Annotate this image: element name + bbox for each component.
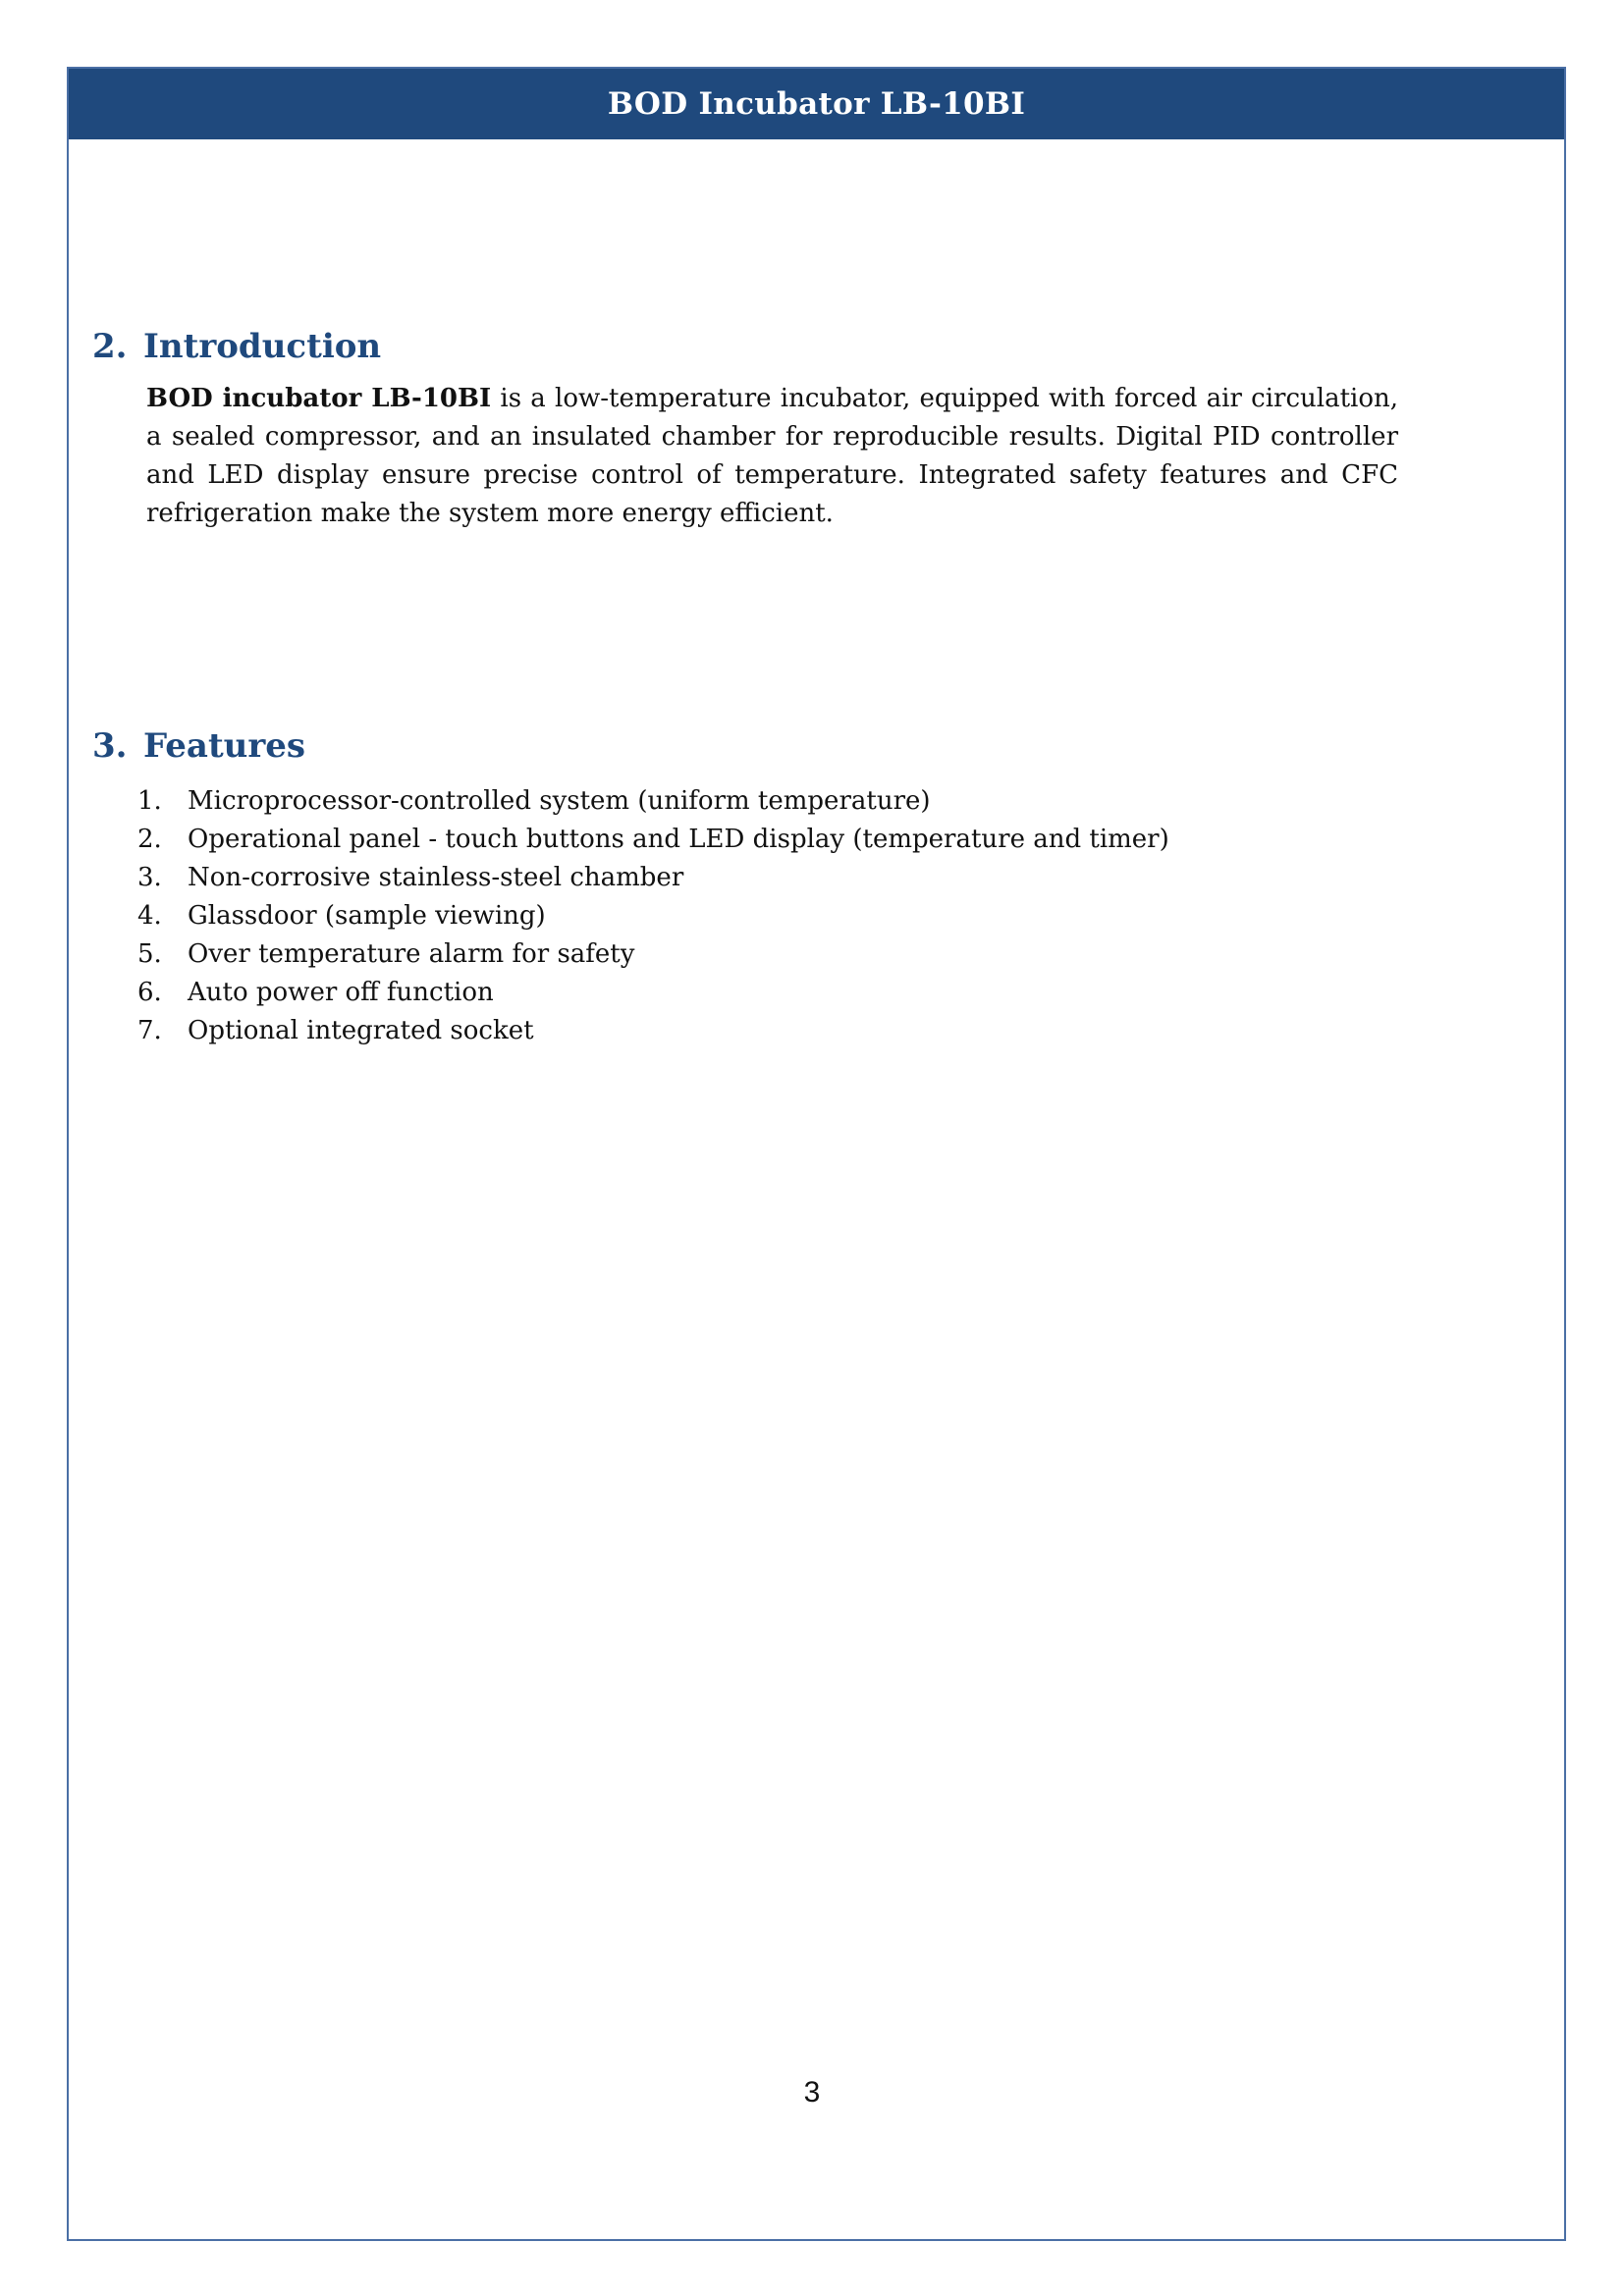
feature-item <box>137 897 1169 935</box>
document-header <box>69 69 1564 139</box>
feature-item-number: 3. <box>137 863 162 892</box>
features-heading <box>92 726 305 766</box>
introduction-heading-text: Introduction <box>143 327 382 366</box>
feature-item-text: Glassdoor (sample viewing) <box>188 901 546 931</box>
feature-item <box>137 859 1169 897</box>
document-title: BOD Incubator LB-10BI <box>607 86 1026 122</box>
introduction-heading <box>92 327 381 366</box>
introduction-paragraph <box>146 380 1398 533</box>
feature-item-number: 7. <box>137 1016 162 1045</box>
feature-item-text: Auto power off function <box>188 978 494 1007</box>
feature-item-text: Over temperature alarm for safety <box>188 939 635 969</box>
feature-item-number: 5. <box>137 939 162 969</box>
feature-item <box>137 821 1169 859</box>
feature-item <box>137 935 1169 974</box>
feature-item-number: 2. <box>137 825 162 854</box>
feature-item-number: 4. <box>137 901 162 931</box>
page-number: 3 <box>803 2076 821 2109</box>
feature-item <box>137 1012 1169 1050</box>
feature-item-text: Non-corrosive stainless-steel chamber <box>188 863 684 892</box>
introduction-product-name: BOD incubator LB-10BI <box>146 384 492 413</box>
features-list <box>137 782 1169 1050</box>
features-heading-text: Features <box>143 726 306 766</box>
feature-item <box>137 974 1169 1012</box>
feature-item <box>137 782 1169 821</box>
feature-item-text: Microprocessor-controlled system (uniform temperature) <box>188 786 931 816</box>
feature-item-number: 6. <box>137 978 162 1007</box>
feature-item-text: Optional integrated socket <box>188 1016 534 1045</box>
feature-item-text: Operational panel - touch buttons and LED display (temperature and timer) <box>188 825 1169 854</box>
feature-item-number: 1. <box>137 786 162 816</box>
introduction-body-text: is a low-temperature incubator, equipped with forced air circulation, a sealed compressor, and an insulated chamber for reproducible results. Digital PID controller and LED display ensure precise control of temperature. Integrated safety features and CFC refrigeration make the system more energy efficient. <box>146 384 1398 528</box>
features-heading-number: 3. <box>92 726 128 766</box>
introduction-heading-number: 2. <box>92 327 128 366</box>
